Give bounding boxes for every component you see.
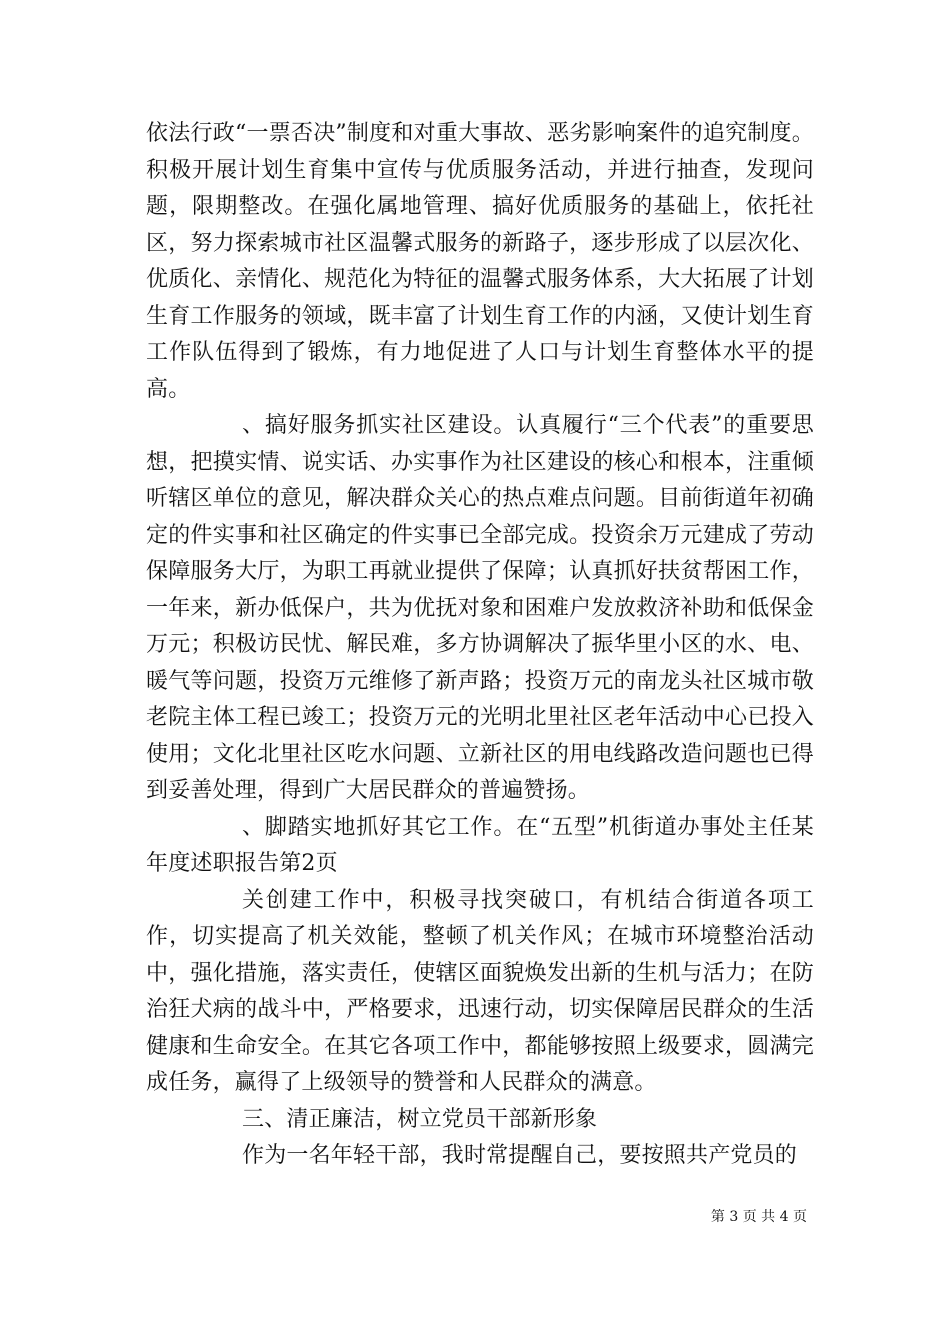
section-heading-integrity: 三、清正廉洁，树立党员干部新形象 [242,1106,598,1132]
paragraph-family-planning: 依法行政“一票否决”制度和对重大事故、恶劣影响案件的追究制度。积极开展计划生育集中宣传与优质服务活动，并进行抽查，发现问题，限期整改。在强化属地管理、搞好优质服务的基础上，依托社区，努力探索城市社区温馨式服务的新路子，逐步形成了以层次化、优质化、亲情化、规范化为特征的温馨式服务体系，大大拓展了计划生育工作服务的领域，既丰富了计划生育工作的内涵，又使计划生育工作队伍得到了锻炼，有力地促进了人口与计划生育整体水平的提高。 [146,121,814,402]
page-number-footer: 第 3 页 共 4 页 [710,1209,807,1225]
document-body [146,116,814,1175]
paragraph-community-building: 、搞好服务抓实社区建设。认真履行“三个代表”的重要思想，把摸实情、说实话、办实事作为社区建设的核心和根本，注重倾听辖区单位的意见，解决群众关心的热点难点问题。目前街道年初确定的件实事和社区确定的件实事已全部完成。投资余万元建成了劳动保障服务大厅，为职工再就业提供了保障；认真抓好扶贫帮困工作，一年来，新办低保户，共为优抚对象和困难户发放救济补助和低保金万元；积极访民忧、解民难，多方协调解决了振华里小区的水、电、暖气等问题，投资万元维修了新声路；投资万元的南龙头社区城市敬老院主体工程已竣工；投资万元的光明北里社区老年活动中心已投入使用；文化北里社区吃水问题、立新社区的用电线路改造问题也已得到妥善处理，得到广大居民群众的普遍赞扬。 [146,413,814,803]
paragraph-young-cadre: 作为一名年轻干部，我时常提醒自己，要按照共产党员的 [242,1143,798,1168]
paragraph-agency-creation: 关创建工作中，积极寻找突破口，有机结合街道各项工作，切实提高了机关效能，整顿了机关作风；在城市环境整治活动中，强化措施，落实责任，使辖区面貌焕发出新的生机与活力；在防治狂犬病的战斗中，严格要求，迅速行动，切实保障居民群众的生活健康和生命安全。在其它各项工作中，都能够按照上级要求，圆满完成任务，赢得了上级领导的赞誉和人民群众的满意。 [146,887,814,1095]
paragraph-other-work: 、脚踏实地抓好其它工作。在“五型”机街道办事处主任某年度述职报告第2页 [146,814,814,876]
